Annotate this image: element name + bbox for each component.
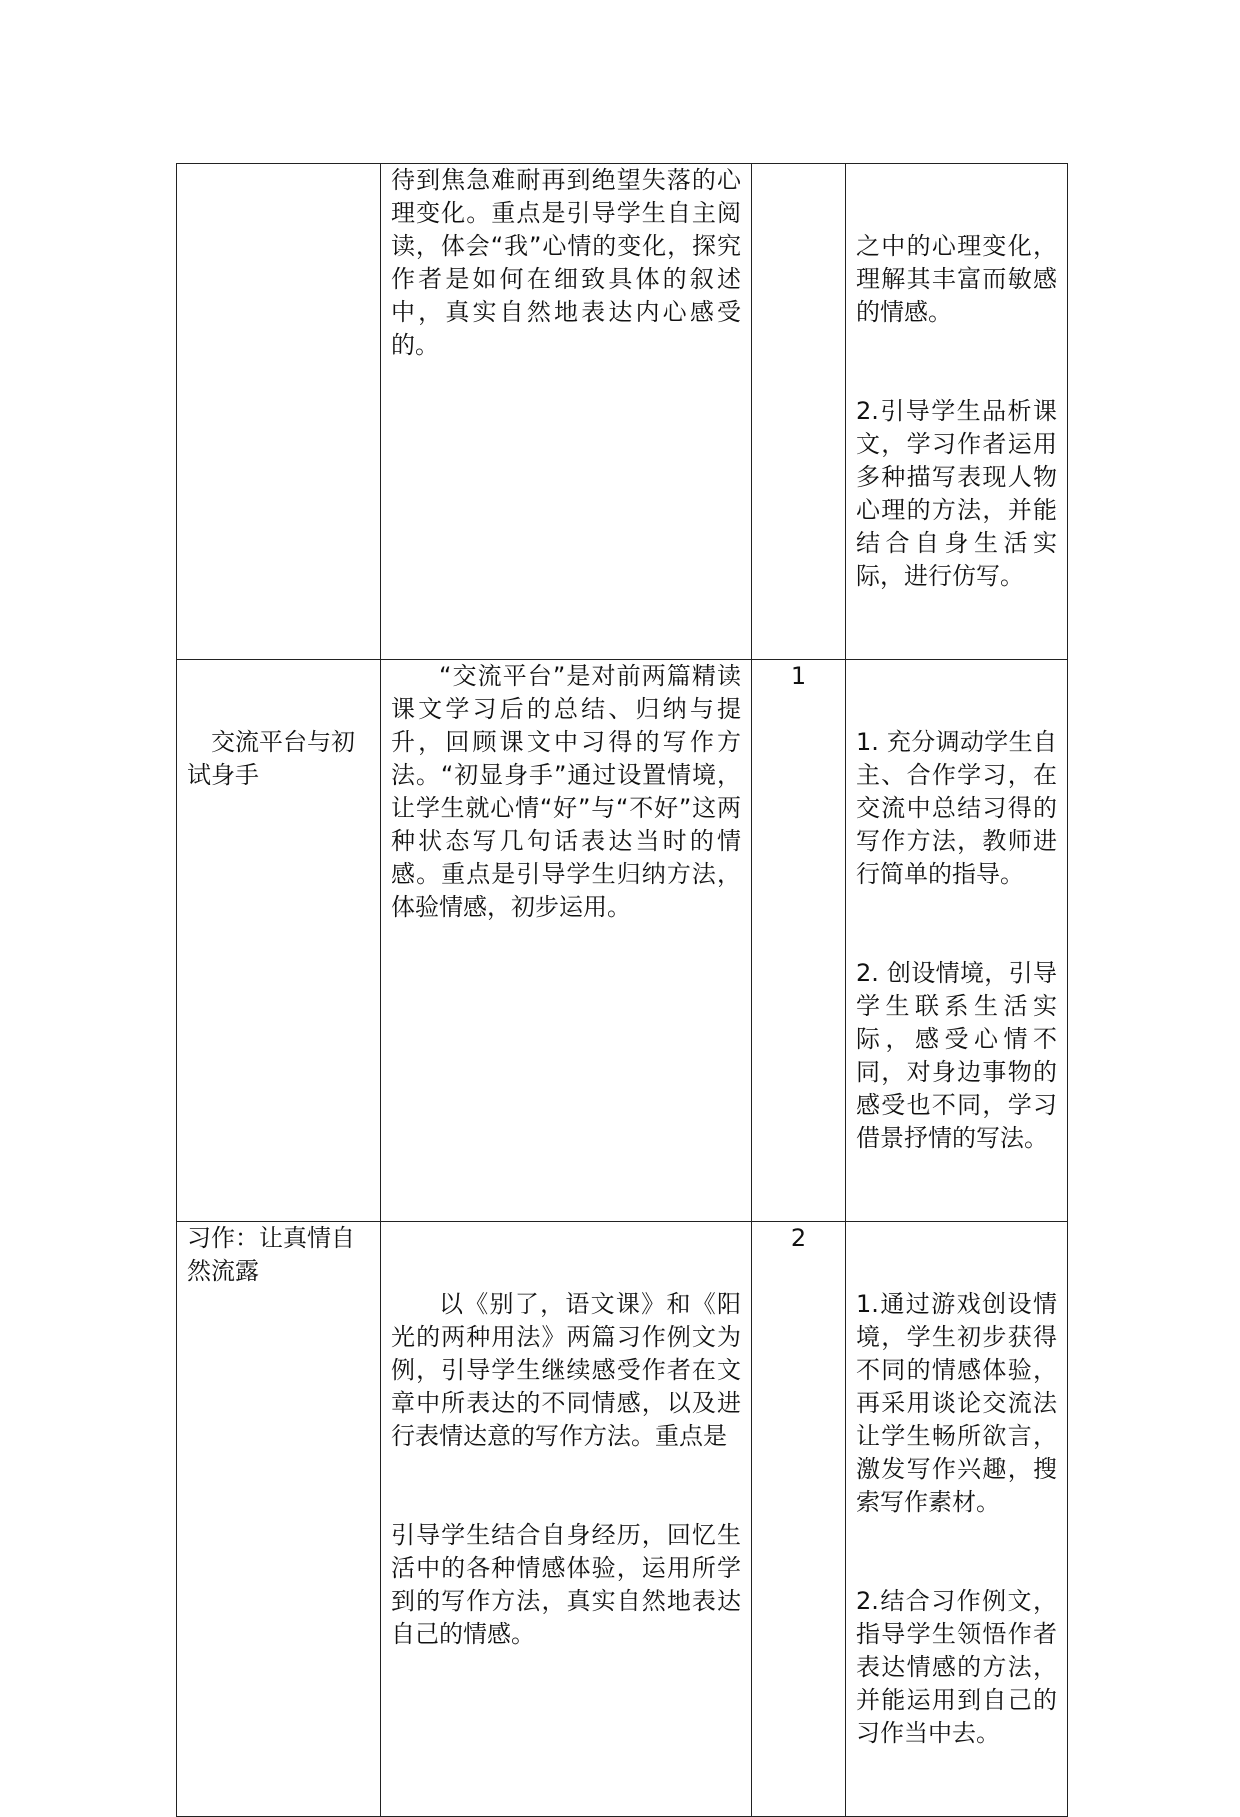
content-cell [381,660,752,1222]
method-item: 1.通过游戏创设情境，学生初步获得不同的情感体验，再采用谈论交流法让学生畅所欲言，激发写作兴趣，搜索写作素材。 [856,1290,1057,1516]
method-cell [846,1222,1068,1817]
table-row [177,164,1068,660]
method-cell [846,660,1068,1222]
table-row [177,1222,1068,1817]
content-cell [381,164,752,660]
method-item: 2.结合习作例文，指导学生领悟作者表达情感的方法，并能运用到自己的习作当中去。 [856,1587,1057,1747]
content-text: 以《别了，语文课》和《阳光的两种用法》两篇习作例文为例，引导学生继续感受作者在文章中所表达的不同情感，以及进行表情达意的写作方法。重点是 [391,1290,741,1450]
content-text: “交流平台”是对前两篇精读课文学习后的总结、归纳与提升，回顾课文中习得的写作方法。“初显身手”通过设置情境，让学生就心情“好”与“不好”这两种状态写几句话表达当时的情感。重点是引导学生归纳方法，体验情感，初步运用。 [391,662,741,921]
hours-cell: 2 [752,1222,846,1817]
method-cell [846,164,1068,660]
method-item: 2.引导学生品析课文，学习作者运用多种描写表现人物心理的方法，并能结合自身生活实际，进行仿写。 [856,397,1057,590]
lesson-plan-table [176,163,1068,1817]
content-cell [381,1222,752,1817]
unit-title-cell: 习作：让真情自然流露 [177,1222,381,1817]
hours-cell: 1 [752,660,846,1222]
content-text: 引导学生结合自身经历，回忆生活中的各种情感体验，运用所学到的写作方法，真实自然地表达自己的情感。 [391,1521,741,1648]
method-item: 之中的心理变化，理解其丰富而敏感的情感。 [856,232,1057,326]
method-item: 1. 充分调动学生自主、合作学习，在交流中总结习得的写作方法，教师进行简单的指导。 [856,728,1057,888]
table-row [177,660,1068,1222]
hours-cell [752,164,846,660]
method-item: 2. 创设情境，引导学生联系生活实际，感受心情不同，对身边事物的感受也不同，学习借景抒情的写法。 [856,959,1057,1152]
unit-title-cell: 交流平台与初试身手 [177,660,381,1222]
content-text: 待到焦急难耐再到绝望失落的心理变化。重点是引导学生自主阅读，体会“我”心情的变化，探究作者是如何在细致具体的叙述中，真实自然地表达内心感受的。 [391,166,741,359]
unit-title-cell [177,164,381,660]
